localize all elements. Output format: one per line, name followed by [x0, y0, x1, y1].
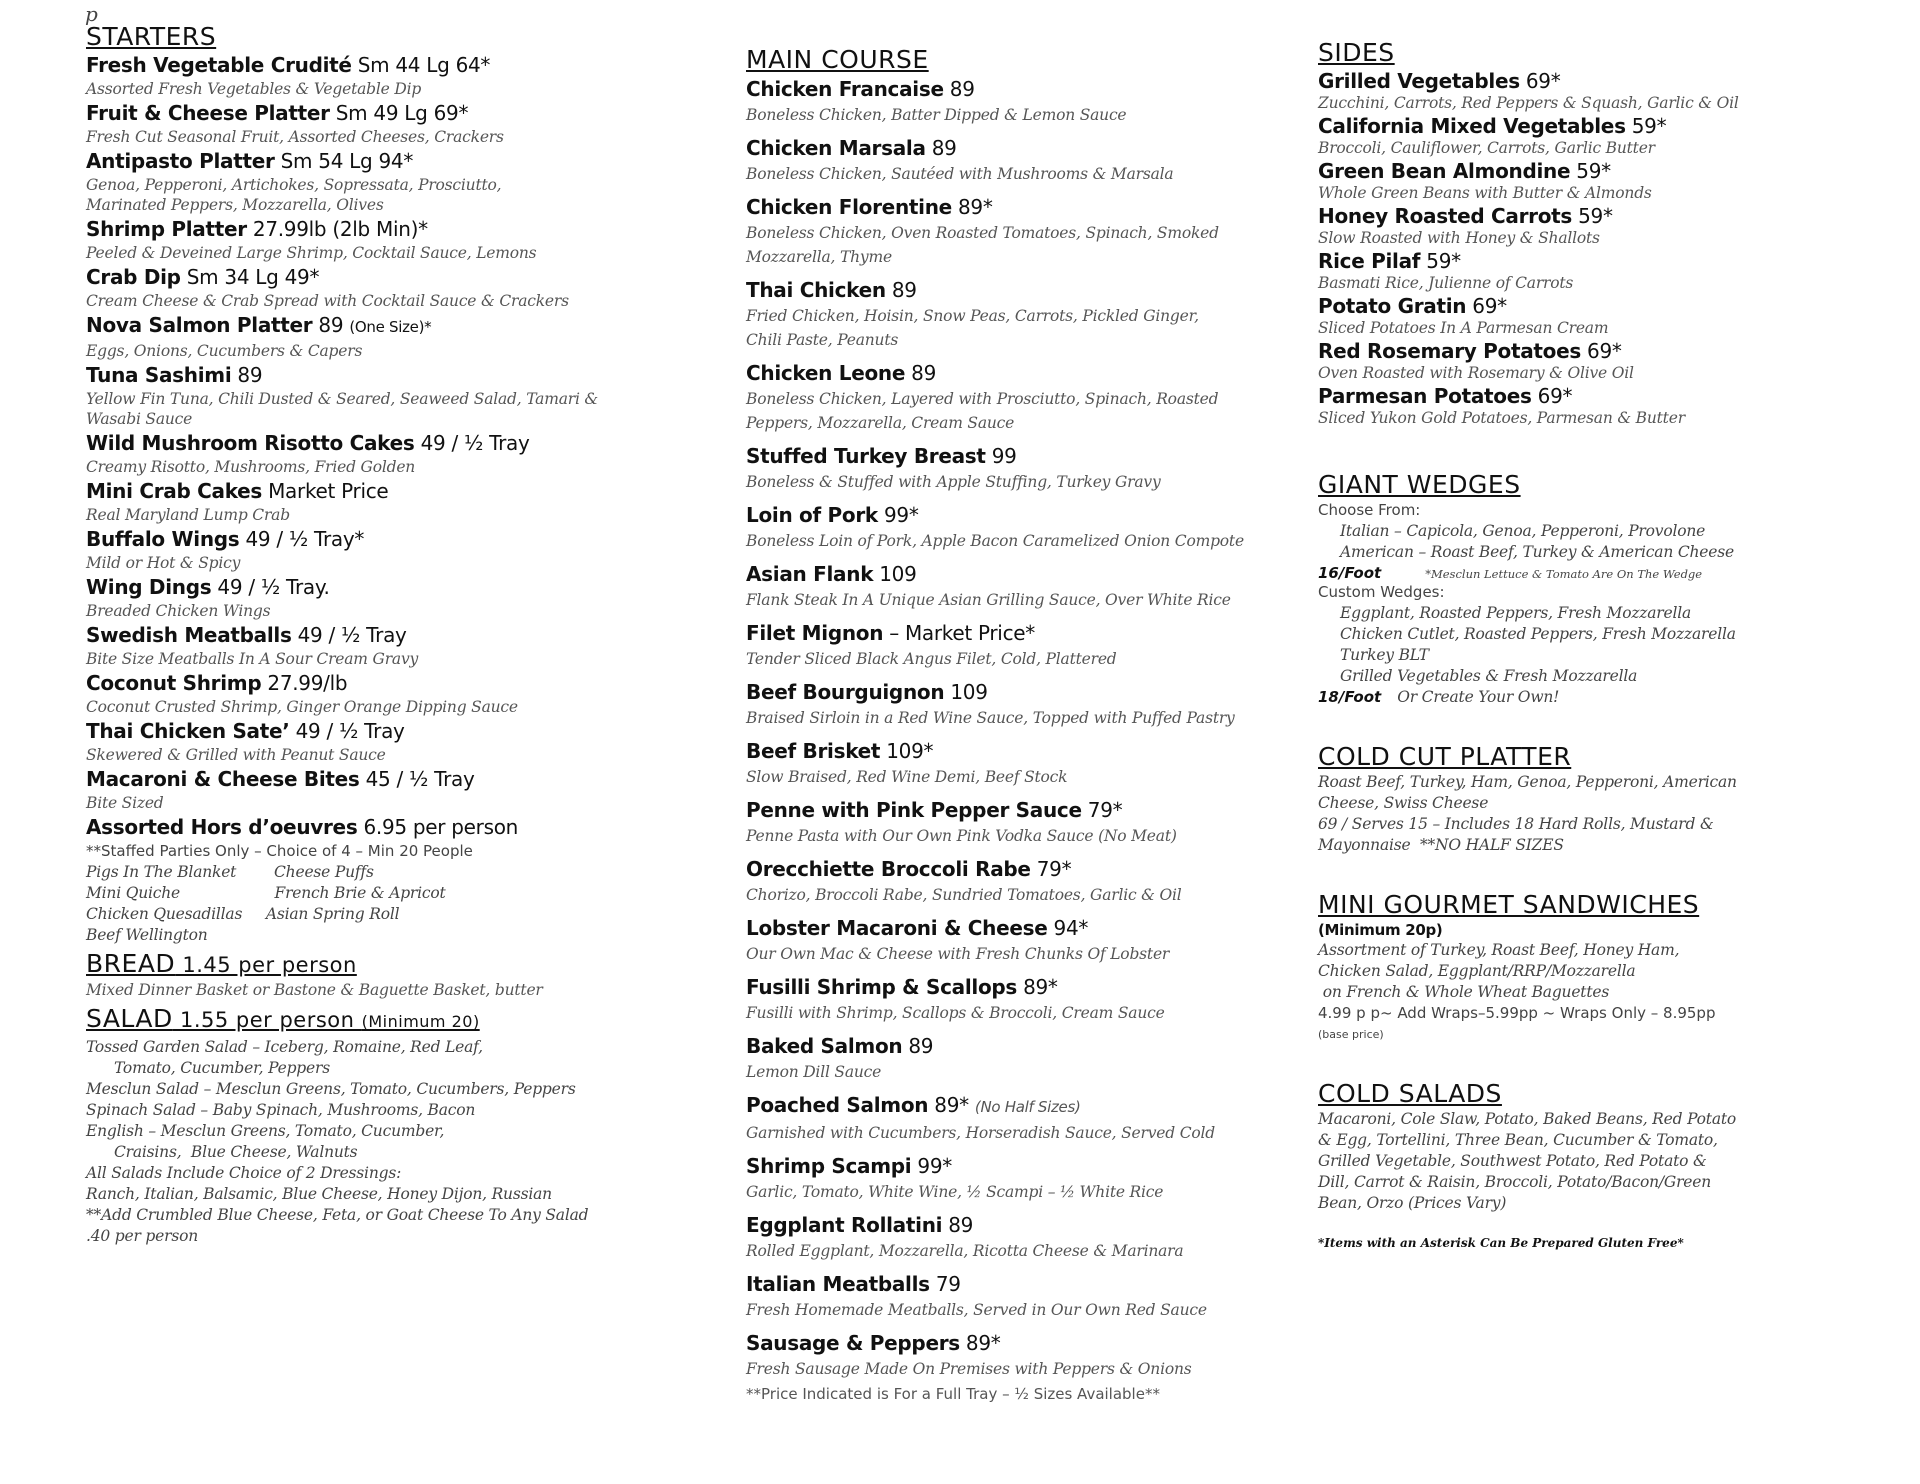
item-price: 79*	[1030, 857, 1072, 881]
item-name: Nova Salmon Platter	[86, 313, 313, 337]
item-price: 49 / ½ Tray	[414, 431, 530, 455]
mini-gourmet-price: 4.99 p p~ Add Wraps–5.99pp ~ Wraps Only – 8.95pp	[1318, 1004, 1716, 1022]
custom-wedge-item: Eggplant, Roasted Peppers, Fresh Mozzarella	[1340, 604, 1692, 622]
menu-item	[86, 216, 686, 263]
item-price: 94*	[1047, 916, 1089, 940]
gluten-free-note: *Items with an Asterisk Can Be Prepared Gluten Free*	[1318, 1236, 1684, 1250]
salad-line: .40 per person	[86, 1227, 198, 1245]
item-description: Mild or Hot & Spicy	[86, 554, 241, 572]
menu-item	[1318, 338, 1878, 382]
cold-cut-line: 69 / Serves 15 – Includes 18 Hard Rolls, Mustard &	[1318, 815, 1714, 833]
hors-line: Chicken Quesadillas Asian Spring Roll	[86, 905, 400, 923]
salad-line: Tossed Garden Salad – Iceberg, Romaine, Red Leaf,	[86, 1038, 483, 1056]
item-description: Chorizo, Broccoli Rabe, Sundried Tomatoes, Garlic & Oil	[746, 886, 1182, 904]
menu-item	[746, 1211, 1306, 1263]
mini-gourmet-title: MINI GOURMET SANDWICHES	[1318, 890, 1700, 919]
custom-wedge-item: Chicken Cutlet, Roasted Peppers, Fresh Mozzarella	[1340, 625, 1736, 643]
menu-item	[1318, 248, 1878, 292]
cold-salads-section	[1318, 1079, 1878, 1214]
salad-lines	[86, 1037, 686, 1247]
item-price: 27.99/lb	[261, 671, 348, 695]
item-name: Fresh Vegetable Crudité	[86, 53, 352, 77]
menu-item	[1318, 68, 1878, 112]
item-price: 109*	[880, 739, 934, 763]
item-description: Peppers, Mozzarella, Cream Sauce	[746, 414, 1015, 432]
wedge-choice: American – Roast Beef, Turkey & American Cheese	[1340, 543, 1734, 561]
item-price: 89	[925, 136, 957, 160]
mini-gourmet-base: (base price)	[1318, 1028, 1384, 1041]
menu-item	[746, 973, 1306, 1025]
menu-item	[86, 766, 686, 813]
menu-item	[746, 796, 1306, 848]
item-price: Sm 44 Lg 64*	[351, 53, 491, 77]
menu-item	[746, 1152, 1306, 1204]
item-name: Beef Brisket	[746, 739, 881, 763]
item-price: 45 / ½ Tray	[359, 767, 475, 791]
item-price: 49 / ½ Tray	[291, 623, 407, 647]
menu-item	[746, 1329, 1306, 1381]
salad-line: Spinach Salad – Baby Spinach, Mushrooms, Bacon	[86, 1101, 476, 1119]
menu-item	[746, 193, 1306, 269]
item-description: Fried Chicken, Hoisin, Snow Peas, Carrots, Pickled Ginger,	[746, 307, 1199, 325]
menu-item	[746, 619, 1306, 671]
item-price: 69*	[1519, 69, 1561, 93]
starters-list	[86, 52, 686, 813]
item-price: 79	[929, 1272, 961, 1296]
mini-gourmet-min: (Minimum 20p)	[1318, 921, 1443, 939]
item-name: Coconut Shrimp	[86, 671, 262, 695]
menu-item	[86, 526, 686, 573]
item-description: Our Own Mac & Cheese with Fresh Chunks Of Lobster	[746, 945, 1170, 963]
item-description: Sliced Yukon Gold Potatoes, Parmesan & Butter	[1318, 409, 1685, 427]
item-name: Chicken Marsala	[746, 136, 926, 160]
item-description: Boneless & Stuffed with Apple Stuffing, Turkey Gravy	[746, 473, 1161, 491]
page-marker: p	[85, 2, 98, 26]
main-course-section	[746, 45, 1306, 1404]
item-name: Orecchiette Broccoli Rabe	[746, 857, 1031, 881]
item-price: 69*	[1466, 294, 1507, 318]
item-name: Lobster Macaroni & Cheese	[746, 916, 1048, 940]
item-price: 99*	[911, 1154, 952, 1178]
item-price: 99	[985, 444, 1017, 468]
menu-item	[86, 622, 686, 669]
item-price: 27.99lb (2lb Min)*	[246, 217, 428, 241]
cold-salads-line: Macaroni, Cole Slaw, Potato, Baked Beans, Red Potato	[1318, 1110, 1737, 1128]
menu-item	[746, 678, 1306, 730]
item-price: Sm 34 Lg 49*	[180, 265, 320, 289]
cold-salads-line: & Egg, Tortellini, Three Bean, Cucumber & Tomato,	[1318, 1131, 1718, 1149]
item-description: Fusilli with Shrimp, Scallops & Broccoli, Cream Sauce	[746, 1004, 1165, 1022]
item-name: Assorted Hors d’oeuvres	[86, 815, 358, 839]
cold-cut-section	[1318, 742, 1878, 856]
item-name: Asian Flank	[746, 562, 874, 586]
item-description: Oven Roasted with Rosemary & Olive Oil	[1318, 364, 1634, 382]
item-name: Poached Salmon	[746, 1093, 929, 1117]
item-price: – Market Price*	[883, 621, 1035, 645]
mini-gourmet-line: Chicken Salad, Eggplant/RRP/Mozzarella	[1318, 962, 1636, 980]
sides-title: SIDES	[1318, 38, 1395, 67]
item-name: Chicken Leone	[746, 361, 906, 385]
menu-item	[746, 1270, 1306, 1322]
item-price: Sm 54 Lg 94*	[274, 149, 414, 173]
item-price: 89	[312, 313, 350, 337]
menu-item	[746, 1091, 1306, 1145]
item-description: Boneless Chicken, Sautéed with Mushrooms & Marsala	[746, 165, 1174, 183]
item-description: Braised Sirloin in a Red Wine Sauce, Topped with Puffed Pastry	[746, 709, 1235, 727]
item-description: Breaded Chicken Wings	[86, 602, 271, 620]
item-description: Zucchini, Carrots, Red Peppers & Squash, Garlic & Oil	[1318, 94, 1739, 112]
item-price: 109	[873, 562, 917, 586]
item-name: Antipasto Platter	[86, 149, 275, 173]
item-price: 89	[905, 361, 937, 385]
item-name: Rice Pilaf	[1318, 249, 1421, 273]
item-name: Wild Mushroom Risotto Cakes	[86, 431, 415, 455]
item-description: Mozzarella, Thyme	[746, 248, 892, 266]
menu-item	[86, 52, 686, 99]
giant-wedges-section	[1318, 470, 1878, 708]
item-description: Garlic, Tomato, White Wine, ½ Scampi – ½ White Rice	[746, 1183, 1164, 1201]
item-description: Skewered & Grilled with Peanut Sauce	[86, 746, 386, 764]
item-description: Assorted Fresh Vegetables & Vegetable Dip	[86, 80, 422, 98]
item-description: Broccoli, Cauliflower, Carrots, Garlic Butter	[1318, 139, 1655, 157]
bread-section	[86, 949, 686, 1000]
custom-wedges-label: Custom Wedges:	[1318, 583, 1445, 601]
item-price: 89	[231, 363, 263, 387]
menu-item	[86, 148, 686, 215]
menu-item	[746, 560, 1306, 612]
menu-item	[1318, 383, 1878, 427]
item-description: Boneless Chicken, Batter Dipped & Lemon Sauce	[746, 106, 1127, 124]
item-price: 69*	[1531, 384, 1573, 408]
giant-wedges-title: GIANT WEDGES	[1318, 470, 1521, 499]
item-description: Bite Size Meatballs In A Sour Cream Gravy	[86, 650, 419, 668]
item-price: 6.95 per person	[357, 815, 519, 839]
item-name: Italian Meatballs	[746, 1272, 930, 1296]
item-price: 49 / ½ Tray.	[211, 575, 330, 599]
bread-title: BREAD	[86, 949, 176, 978]
item-name: Buffalo Wings	[86, 527, 240, 551]
item-description: Boneless Chicken, Oven Roasted Tomatoes, Spinach, Smoked	[746, 224, 1219, 242]
item-price: 99*	[877, 503, 919, 527]
item-name: Swedish Meatballs	[86, 623, 292, 647]
cold-cut-line: Cheese, Swiss Cheese	[1318, 794, 1489, 812]
item-name: Red Rosemary Potatoes	[1318, 339, 1581, 363]
starters-section	[86, 22, 686, 946]
hors-line: Mini Quiche French Brie & Apricot	[86, 884, 446, 902]
item-description: Genoa, Pepperoni, Artichokes, Sopressata, Prosciutto,	[86, 176, 502, 194]
item-note: (One Size)*	[349, 318, 432, 336]
item-description: Rolled Eggplant, Mozzarella, Ricotta Cheese & Marinara	[746, 1242, 1184, 1260]
menu-item	[86, 362, 686, 429]
item-name: Wing Dings	[86, 575, 212, 599]
cold-cut-line: Mayonnaise **NO HALF SIZES	[1318, 836, 1564, 854]
menu-item	[86, 430, 686, 477]
item-description: Real Maryland Lump Crab	[86, 506, 290, 524]
item-description: Slow Braised, Red Wine Demi, Beef Stock	[746, 768, 1068, 786]
item-description: Basmati Rice, Julienne of Carrots	[1318, 274, 1574, 292]
item-description: Penne Pasta with Our Own Pink Vodka Sauce (No Meat)	[746, 827, 1177, 845]
item-description: Peeled & Deveined Large Shrimp, Cocktail Sauce, Lemons	[86, 244, 537, 262]
item-description: Wasabi Sauce	[86, 410, 193, 428]
item-name: Mini Crab Cakes	[86, 479, 263, 503]
item-name: Grilled Vegetables	[1318, 69, 1520, 93]
main-course-title: MAIN COURSE	[746, 45, 929, 74]
item-name: Chicken Francaise	[746, 77, 944, 101]
tray-footnote: **Price Indicated is For a Full Tray – ½ Sizes Available**	[746, 1385, 1160, 1403]
item-name: Baked Salmon	[746, 1034, 903, 1058]
item-price: 89*	[928, 1093, 975, 1117]
item-description: Fresh Homemade Meatballs, Served in Our Own Red Sauce	[746, 1301, 1207, 1319]
menu-item	[86, 478, 686, 525]
item-description: Coconut Crusted Shrimp, Ginger Orange Dipping Sauce	[86, 698, 518, 716]
item-name: Loin of Pork	[746, 503, 878, 527]
salad-line: All Salads Include Choice of 2 Dressings:	[86, 1164, 402, 1182]
item-name: Thai Chicken	[746, 278, 886, 302]
menu-item	[86, 100, 686, 147]
item-name: Shrimp Platter	[86, 217, 247, 241]
menu-item	[1318, 293, 1878, 337]
menu-item	[746, 1032, 1306, 1084]
hors-note: **Staffed Parties Only – Choice of 4 – Min 20 People	[86, 842, 473, 860]
cold-salads-line: Grilled Vegetable, Southwest Potato, Red Potato &	[1318, 1152, 1707, 1170]
menu-item	[746, 359, 1306, 435]
item-note: (No Half Sizes)	[974, 1098, 1081, 1116]
item-description: Yellow Fin Tuna, Chili Dusted & Seared, Seaweed Salad, Tamari &	[86, 390, 599, 408]
menu-item	[746, 855, 1306, 907]
salad-line: Mesclun Salad – Mesclun Greens, Tomato, Cucumbers, Peppers	[86, 1080, 576, 1098]
bread-price: 1.45 per person	[175, 953, 357, 977]
custom-wedge-item: Grilled Vegetables & Fresh Mozzarella	[1340, 667, 1638, 685]
item-price: 89	[902, 1034, 934, 1058]
hors-doeuvres-item	[86, 814, 686, 946]
salad-min: (Minimum 20)	[361, 1012, 480, 1031]
hors-line: Beef Wellington	[86, 926, 208, 944]
item-name: Penne with Pink Pepper Sauce	[746, 798, 1082, 822]
menu-item	[746, 134, 1306, 186]
wedge-price-16: 16/Foot	[1318, 564, 1382, 582]
sides-list	[1318, 68, 1878, 427]
item-price: 49 / ½ Tray	[289, 719, 405, 743]
item-description: Cream Cheese & Crab Spread with Cocktail Sauce & Crackers	[86, 292, 569, 310]
wedge-choice: Italian – Capicola, Genoa, Pepperoni, Provolone	[1340, 522, 1706, 540]
bread-desc: Mixed Dinner Basket or Bastone & Baguette Basket, butter	[86, 981, 543, 999]
item-name: Shrimp Scampi	[746, 1154, 912, 1178]
wedges-choose: Choose From:	[1318, 501, 1421, 519]
item-description: Chili Paste, Peanuts	[746, 331, 899, 349]
salad-price: 1.55 per person	[172, 1008, 362, 1032]
salad-title: SALAD	[86, 1004, 173, 1033]
menu-item	[746, 276, 1306, 352]
item-name: Stuffed Turkey Breast	[746, 444, 986, 468]
item-description: Garnished with Cucumbers, Horseradish Sauce, Served Cold	[746, 1124, 1215, 1142]
item-price: 69*	[1580, 339, 1622, 363]
cold-salads-line: Dill, Carrot & Raisin, Broccoli, Potato/Bacon/Green	[1318, 1173, 1712, 1191]
item-name: Green Bean Almondine	[1318, 159, 1571, 183]
item-description: Fresh Cut Seasonal Fruit, Assorted Cheeses, Crackers	[86, 128, 504, 146]
item-name: Honey Roasted Carrots	[1318, 204, 1573, 228]
menu-item	[1318, 203, 1878, 247]
item-description: Marinated Peppers, Mozzarella, Olives	[86, 196, 384, 214]
item-name: Sausage & Peppers	[746, 1331, 960, 1355]
item-description: Boneless Loin of Pork, Apple Bacon Caramelized Onion Compote	[746, 532, 1244, 550]
menu-item	[1318, 113, 1878, 157]
item-description: Creamy Risotto, Mushrooms, Fried Golden	[86, 458, 416, 476]
item-name: Crab Dip	[86, 265, 181, 289]
item-price: 79*	[1081, 798, 1123, 822]
item-name: Filet Mignon	[746, 621, 884, 645]
item-price: 59*	[1420, 249, 1461, 273]
item-price: 59*	[1570, 159, 1611, 183]
salad-line: **Add Crumbled Blue Cheese, Feta, or Goat Cheese To Any Salad	[86, 1206, 589, 1224]
menu-item	[86, 264, 686, 311]
starters-title: STARTERS	[86, 22, 217, 51]
item-price: Market Price	[262, 479, 389, 503]
menu-item	[86, 312, 686, 361]
item-description: Bite Sized	[86, 794, 164, 812]
item-name: Potato Gratin	[1318, 294, 1467, 318]
item-price: 89	[942, 1213, 974, 1237]
menu-item	[86, 718, 686, 765]
salad-line: Tomato, Cucumber, Peppers	[114, 1059, 330, 1077]
item-description: Flank Steak In A Unique Asian Grilling Sauce, Over White Rice	[746, 591, 1231, 609]
item-name: California Mixed Vegetables	[1318, 114, 1626, 138]
item-price: 59*	[1572, 204, 1613, 228]
item-name: Fusilli Shrimp & Scallops	[746, 975, 1018, 999]
item-price: 109	[944, 680, 988, 704]
custom-wedge-item: Turkey BLT	[1340, 646, 1429, 664]
cold-cut-line: Roast Beef, Turkey, Ham, Genoa, Pepperoni, American	[1318, 773, 1737, 791]
menu-item	[1318, 158, 1878, 202]
salad-section	[86, 1004, 686, 1247]
middle-column	[746, 45, 1306, 1404]
item-description: Lemon Dill Sauce	[746, 1063, 882, 1081]
item-name: Parmesan Potatoes	[1318, 384, 1532, 408]
item-price: 89	[885, 278, 917, 302]
mini-gourmet-line: Assortment of Turkey, Roast Beef, Honey Ham,	[1318, 941, 1680, 959]
wedge-create-note: Or Create Your Own!	[1397, 688, 1560, 706]
mini-gourmet-line: on French & Whole Wheat Baguettes	[1318, 983, 1610, 1001]
menu-item	[86, 574, 686, 621]
wedge-note: *Mesclun Lettuce & Tomato Are On The Wedge	[1425, 567, 1703, 581]
item-price: Sm 49 Lg 69*	[329, 101, 469, 125]
menu-item	[746, 737, 1306, 789]
item-price: 89*	[1017, 975, 1058, 999]
item-price: 89	[943, 77, 975, 101]
item-description: Tender Sliced Black Angus Filet, Cold, Plattered	[746, 650, 1117, 668]
menu-item	[746, 501, 1306, 553]
cold-cut-title: COLD CUT PLATTER	[1318, 742, 1572, 771]
item-description: Eggs, Onions, Cucumbers & Capers	[86, 342, 363, 360]
item-price: 49 / ½ Tray*	[239, 527, 365, 551]
item-description: Whole Green Beans with Butter & Almonds	[1318, 184, 1652, 202]
hors-line: Pigs In The Blanket Cheese Puffs	[86, 863, 374, 881]
cold-salads-line: Bean, Orzo (Prices Vary)	[1318, 1194, 1507, 1212]
menu-item	[746, 75, 1306, 127]
sides-section	[1318, 38, 1878, 427]
item-description: Sliced Potatoes In A Parmesan Cream	[1318, 319, 1609, 337]
salad-line: Craisins, Blue Cheese, Walnuts	[114, 1143, 358, 1161]
item-name: Chicken Florentine	[746, 195, 952, 219]
mini-gourmet-section	[1318, 890, 1878, 1045]
cold-salads-title: COLD SALADS	[1318, 1079, 1502, 1108]
menu-item	[86, 670, 686, 717]
salad-line: English – Mesclun Greens, Tomato, Cucumber,	[86, 1122, 445, 1140]
wedge-price-18: 18/Foot	[1318, 688, 1382, 706]
item-price: 89*	[951, 195, 993, 219]
item-name: Beef Bourguignon	[746, 680, 945, 704]
salad-line: Ranch, Italian, Balsamic, Blue Cheese, Honey Dijon, Russian	[86, 1185, 552, 1203]
item-description: Slow Roasted with Honey & Shallots	[1318, 229, 1600, 247]
left-column	[86, 22, 686, 1247]
menu-item	[746, 442, 1306, 494]
item-description: Boneless Chicken, Layered with Prosciutto, Spinach, Roasted	[746, 390, 1219, 408]
item-name: Eggplant Rollatini	[746, 1213, 943, 1237]
item-name: Fruit & Cheese Platter	[86, 101, 330, 125]
item-name: Thai Chicken Sate’	[86, 719, 290, 743]
item-name: Tuna Sashimi	[86, 363, 232, 387]
item-name: Macaroni & Cheese Bites	[86, 767, 360, 791]
right-column	[1318, 38, 1878, 1250]
item-price: 59*	[1625, 114, 1667, 138]
item-description: Fresh Sausage Made On Premises with Peppers & Onions	[746, 1360, 1192, 1378]
menu-item	[746, 914, 1306, 966]
item-price: 89*	[959, 1331, 1001, 1355]
main-course-list	[746, 75, 1306, 1381]
